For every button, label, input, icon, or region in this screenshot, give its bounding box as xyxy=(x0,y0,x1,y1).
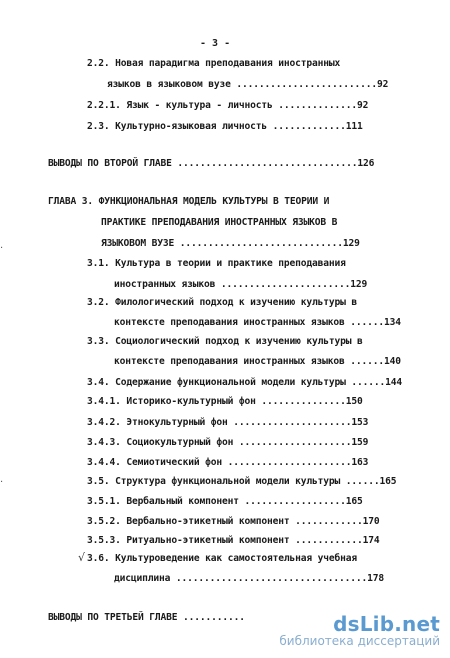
toc-line: ЯЗЫКОВОМ ВУЗЕ .............................129 xyxy=(101,238,360,249)
toc-line: 2.2. Новая парадигма преподавания иностранных xyxy=(87,58,341,69)
toc-line: языков в языковом вузе .........................92 xyxy=(107,79,389,90)
toc-line: ПРАКТИКЕ ПРЕПОДАВАНИЯ ИНОСТРАННЫХ ЯЗЫКОВ В xyxy=(101,217,338,228)
toc-line: иностранных языков .......................129 xyxy=(114,279,368,290)
watermark-logo xyxy=(279,612,440,648)
toc-line: 3.5.2. Вербально-этикетный компонент ............170 xyxy=(87,516,380,527)
check-mark-icon: √ xyxy=(78,551,86,564)
toc-line: контексте преподавания иностранных языков ......140 xyxy=(114,356,401,367)
margin-mark-icon: · xyxy=(0,243,4,254)
toc-line: 3.2. Филологический подход к изучению культуры в xyxy=(87,297,358,308)
toc-line: 2.2.1. Язык - культура - личность ..............92 xyxy=(87,100,369,111)
toc-line: 3.4. Содержание функциональной модели культуры ......144 xyxy=(87,377,403,388)
toc-line: дисциплина ..................................178 xyxy=(114,573,385,584)
toc-line: 3.4.3. Социокультурный фон ....................159 xyxy=(87,437,369,448)
toc-line: контексте преподавания иностранных языков ......134 xyxy=(114,317,401,328)
toc-line: 3.4.1. Историко-культурный фон ...............150 xyxy=(87,396,363,407)
toc-line: 3.5.3. Ритуально-этикетный компонент ............174 xyxy=(87,535,380,546)
toc-line: 3.6. Культуроведение как самостоятельная учебная xyxy=(87,553,358,564)
toc-line: ВЫВОДЫ ПО ТРЕТЬЕЙ ГЛАВЕ ........... xyxy=(48,612,245,623)
watermark-subtitle: библиотека диссертаций xyxy=(279,634,440,648)
toc-line: 2.3. Культурно-языковая личность .............111 xyxy=(87,121,363,132)
toc-line: ВЫВОДЫ ПО ВТОРОЙ ГЛАВЕ ................................126 xyxy=(48,158,375,169)
watermark-brand: dsLib.net xyxy=(333,612,440,636)
toc-line: 3.3. Социологический подход к изучению культуры в xyxy=(87,336,363,347)
toc-line: 3.5.1. Вербальный компонент ..................165 xyxy=(87,496,363,507)
toc-line: ГЛАВА 3. ФУНКЦИОНАЛЬНАЯ МОДЕЛЬ КУЛЬТУРЫ В ТЕОРИИ И xyxy=(48,196,330,207)
toc-line: 3.5. Структура функциональной модели культуры ......165 xyxy=(87,476,397,487)
page-number: - 3 - xyxy=(200,38,231,49)
toc-line: 3.4.4. Семиотический фон ......................163 xyxy=(87,457,369,468)
toc-line: 3.1. Культура в теории и практике преподавания xyxy=(87,258,346,269)
toc-line: 3.4.2. Этнокультурный фон .....................153 xyxy=(87,417,369,428)
margin-mark-icon: · xyxy=(0,477,4,488)
